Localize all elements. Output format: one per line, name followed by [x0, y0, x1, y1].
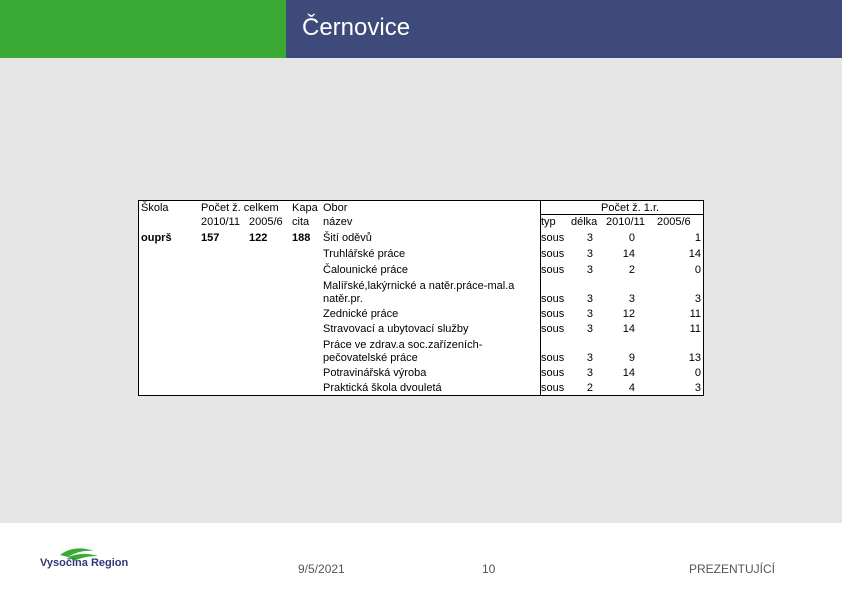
row-v2010: 12 [622, 308, 635, 320]
row-name-cont: natěr.pr. [323, 293, 363, 305]
row-v2005: 14 [688, 248, 701, 260]
row-v2005: 3 [694, 382, 701, 394]
row-v2005: 0 [694, 264, 701, 276]
row-name: Čalounické práce [323, 264, 408, 276]
row-v2005: 3 [694, 293, 701, 305]
header-kapacita-2: cita [292, 216, 310, 228]
row-name: Šití oděvů [323, 232, 372, 244]
header-pocet-celkem: Počet ž. celkem [201, 202, 279, 214]
row-typ: sous [541, 308, 565, 320]
row-v2010: 9 [628, 352, 635, 364]
row-v2010: 2 [628, 264, 635, 276]
row-name: Potravinářská výroba [323, 367, 427, 379]
capacity-value: 188 [292, 232, 311, 244]
row-name-cont: pečovatelské práce [323, 352, 418, 364]
row-typ: sous [541, 264, 565, 276]
header-1r-2005: 2005/6 [657, 216, 691, 228]
row-name: Stravovací a ubytovací služby [323, 323, 469, 335]
row-delka: 3 [586, 367, 593, 379]
row-name: Zednické práce [323, 308, 399, 320]
footer-presenter: PREZENTUJÍCÍ [689, 562, 776, 576]
header-year-2005: 2005/6 [249, 216, 283, 228]
row-typ: sous [541, 232, 565, 244]
row-v2010: 3 [628, 293, 635, 305]
row-delka: 3 [586, 232, 593, 244]
logo-text: Vysočina Region [40, 557, 129, 569]
row-name: Praktická škola dvouletá [323, 382, 442, 394]
row-v2010: 4 [628, 382, 635, 394]
row-delka: 3 [586, 248, 593, 260]
header-nazev: název [323, 216, 353, 228]
row-typ: sous [541, 248, 565, 260]
header-accent [0, 0, 286, 58]
header-typ: typ [541, 216, 556, 228]
row-name: Malířské,lakýrnické a natěr.práce-mal.a [323, 280, 515, 292]
row-typ: sous [541, 382, 565, 394]
header-obor: Obor [323, 202, 348, 214]
row-name: Truhlářské práce [323, 248, 406, 260]
row-typ: sous [541, 323, 565, 335]
row-delka: 3 [586, 293, 593, 305]
row-typ: sous [541, 367, 565, 379]
header-bar [0, 0, 842, 58]
header-pocet-1r: Počet ž. 1.r. [601, 202, 660, 214]
row-v2005: 0 [694, 367, 701, 379]
row-typ: sous [541, 293, 565, 305]
header-skola: Škola [141, 202, 169, 214]
school-name: ouprš [141, 232, 172, 244]
row-delka: 3 [586, 264, 593, 276]
row-v2005: 11 [689, 308, 701, 320]
row-v2010: 0 [628, 232, 635, 244]
slide-title: Černovice [302, 14, 411, 41]
header-1r-2010: 2010/11 [606, 216, 645, 228]
row-v2005: 1 [694, 232, 701, 244]
header-kapacita: Kapa [292, 202, 318, 214]
school-table [138, 200, 704, 396]
total-2010: 157 [201, 232, 220, 244]
slide-number: 10 [482, 562, 496, 576]
row-v2005: 11 [689, 323, 701, 335]
row-delka: 3 [586, 308, 593, 320]
row-delka: 2 [586, 382, 593, 394]
row-typ: sous [541, 352, 565, 364]
row-delka: 3 [586, 323, 593, 335]
footer-date: 9/5/2021 [298, 562, 345, 576]
row-delka: 3 [586, 352, 593, 364]
header-delka: délka [571, 216, 598, 228]
row-v2005: 13 [688, 352, 701, 364]
row-v2010: 14 [622, 323, 635, 335]
total-2005: 122 [249, 232, 268, 244]
header-year-2010: 2010/11 [201, 216, 240, 228]
row-name: Práce ve zdrav.a soc.zařízeních- [323, 339, 483, 351]
row-v2010: 14 [622, 248, 635, 260]
row-v2010: 14 [622, 367, 635, 379]
